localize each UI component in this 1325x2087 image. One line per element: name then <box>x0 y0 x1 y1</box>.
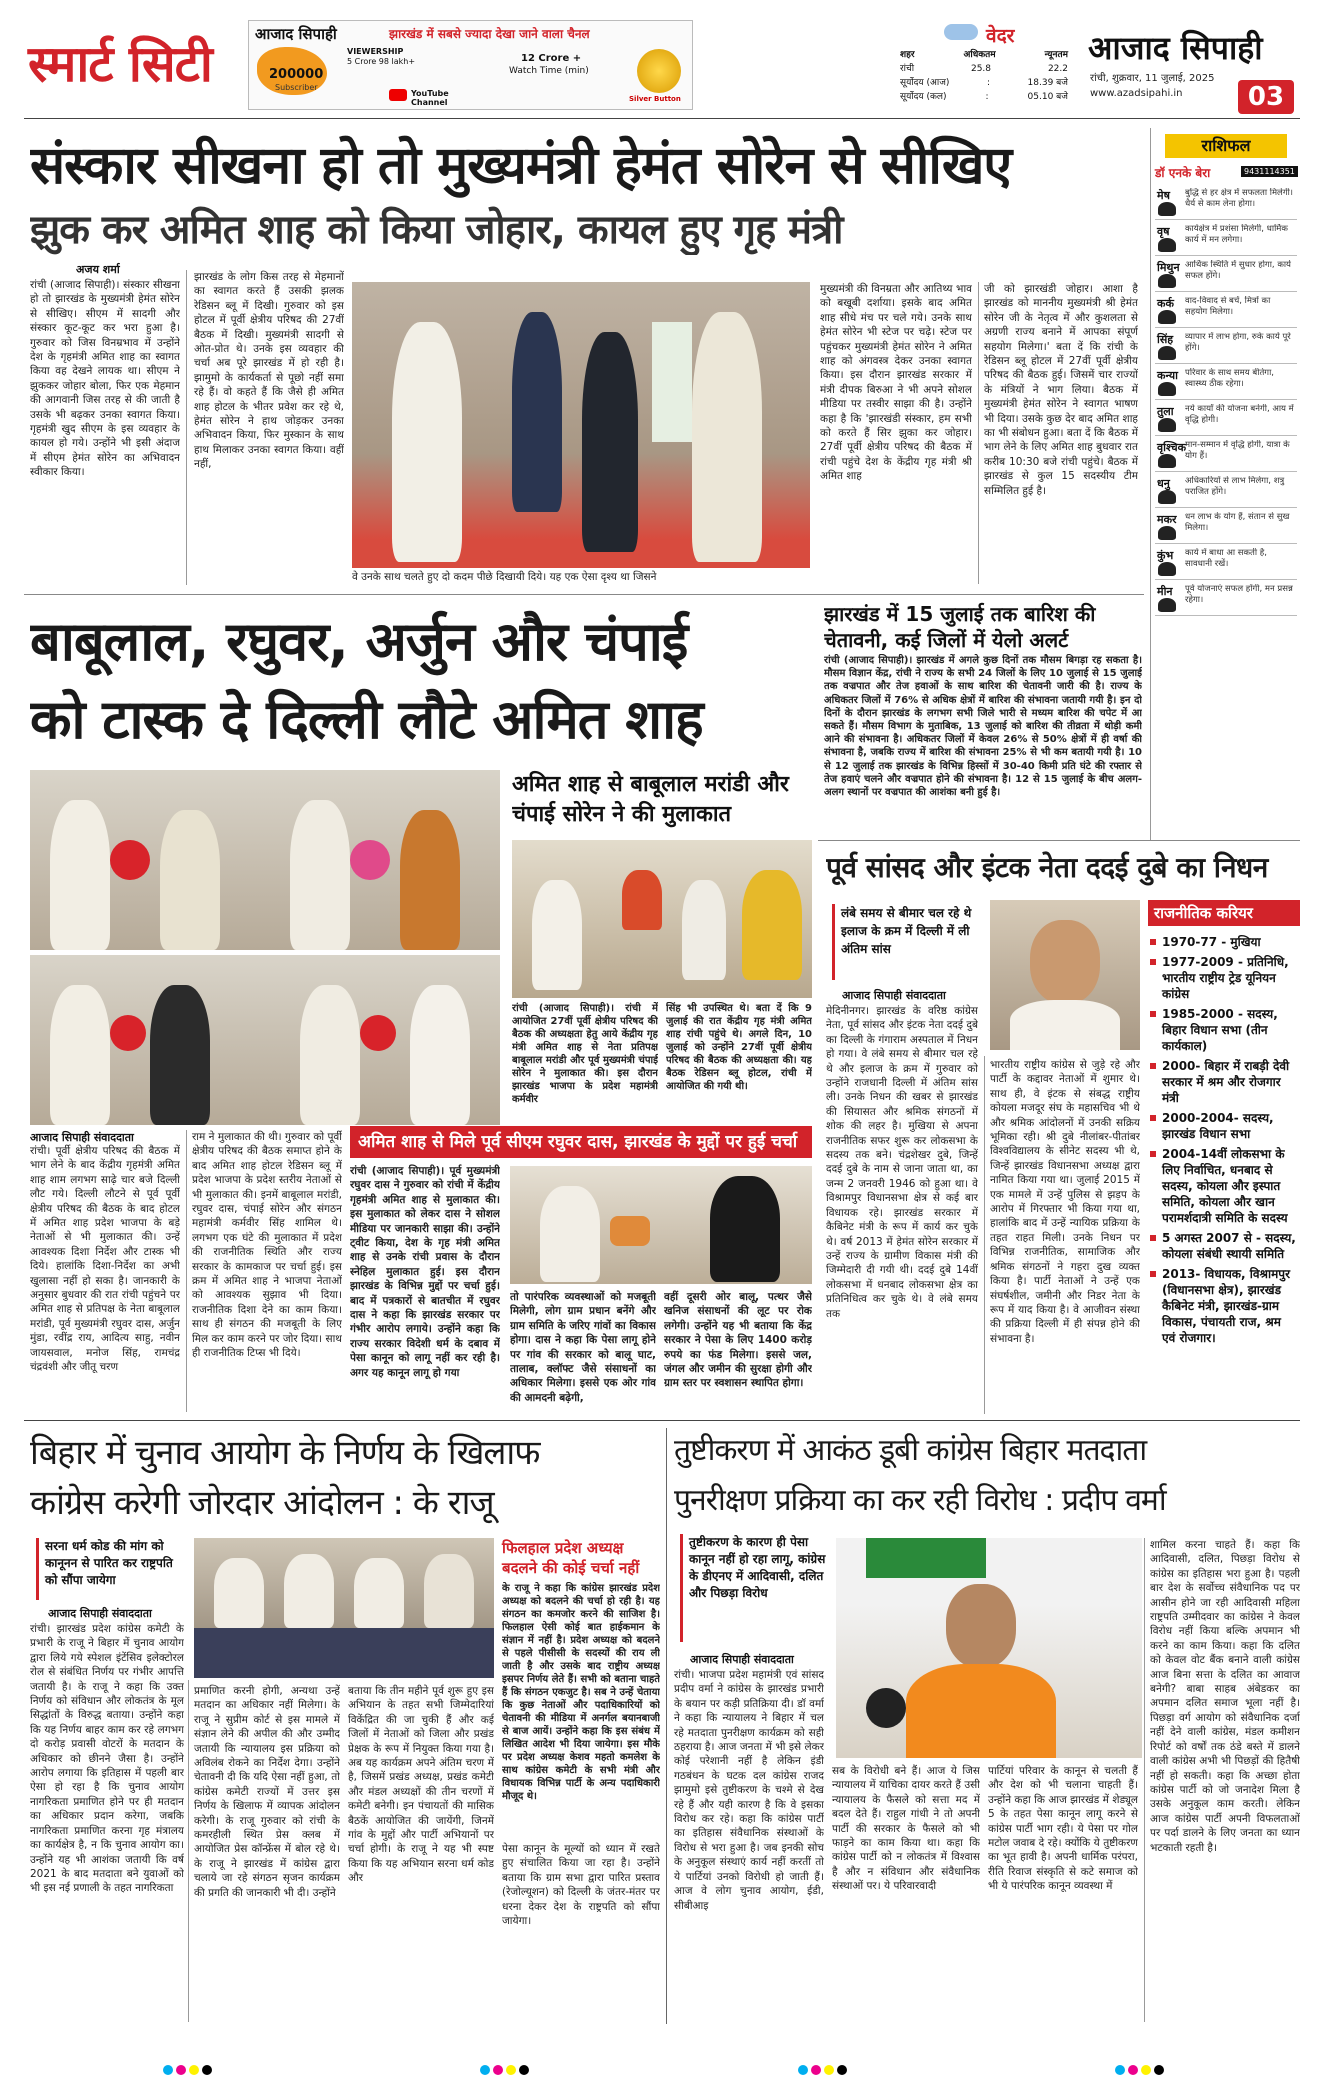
story5-col1: मेदिनीनगर। झारखंड के वरिष्ठ कांग्रेस नेता, पूर्व सांसद और इंटक नेता ददई दुबे का दिल्ली के गंगाराम अस्पताल में निधन हो गया। वे लंबे समय से बीमार चल रहे थे और इलाज के क्रम में गुरुवार को उन्होंने राजधानी दिल्ली में अंतिम सांस ली। उनके निधन की खबर से झारखंड की सियासत और श्रमिक संगठनों में शोक की लहर है। मुखिया से अपना राजनीतिक सफर शुरू कर लोकसभा के सदस्य तक बने। चंद्रशेखर दुबे, जिन्हें ददई दुबे के नाम से जाना जाता था, का जन्म 2 जनवरी 1946 को हुआ था। वे विश्रामपुर विधानसभा क्षेत्र से कई बार विधायक रहे। झारखंड सरकार में कैबिनेट मंत्री के रूप में कार्य कर चुके थे। वर्ष 2013 में हेमंत सोरेन सरकार में उन्हें राज्य के ग्रामीण विकास मंत्री की जिम्मेदारी दी गयी थी। ददई दुबे 14वीं लोकसभा में धनबाद लोकसभा क्षेत्र का प्रतिनिधित्व कर चुके थे। वे लंबे समय तक <box>826 1005 978 1320</box>
person-figure <box>692 312 762 562</box>
story7-col4: शामिल करना चाहते हैं। कहा कि आदिवासी, दलित, पिछड़ा विरोध से कांग्रेस का इतिहास भरा हुआ है। पहली बार देश के सर्वोच्च संवैधानिक पद पर आसीन होने जा रही आदिवासी महिला राष्ट्रपति उम्मीदवार का कांग्रेस ने केवल विरोध नहीं किया बल्कि अपमान भी करने का काम किया। कहा कि दलित को केवल वोट बैंक बनाने वाली कांग्रेस आज बिना सत्ता के दलित का आवाज बनेगी? बाबा साहब अंबेडकर का अपमान दलित समाज भूला नहीं है। पिछड़ा वर्ग आयोग को संवैधानिक दर्जा नहीं देने वाली कांग्रेस, मंडल कमीशन रिपोर्ट को वर्षों तक ठंडे बस्ते में डालने वाली कांग्रेस अभी भी पिछड़ों की हितैषी नहीं हो सकती। कहा कि अच्छा होता कांग्रेस पार्टी को जो जनादेश मिला है उसके अनुकूल काम करती। लेकिन आज कांग्रेस पार्टी अपनी विफलताओं पर पर्दा डालने के लिए जनता का ध्यान भटकाती रहती है। <box>1150 1539 1300 1854</box>
bouquet <box>360 1015 396 1051</box>
person-figure <box>512 312 562 512</box>
story3-photo <box>510 1166 812 1284</box>
cloud-icon <box>944 24 978 40</box>
career-item: 1970-77 - मुखिया <box>1150 934 1298 950</box>
story1-subhead: झुक कर अमित शाह को किया जोहार, कायल हुए गृह मंत्री <box>30 207 843 253</box>
story2-headline-2: को टास्क दे दिल्ली लौटे अमित शाह <box>30 688 703 751</box>
story2-byline: आजाद सिपाही संवाददाता <box>30 1131 134 1144</box>
banner <box>652 322 692 442</box>
award-icon <box>637 49 681 93</box>
weather-cell: सूर्योदय (आज) <box>900 78 950 88</box>
story1-col1: रांची (आजाद सिपाही)। संस्कार सीखना हो तो झारखंड के मुख्यमंत्री हेमंत सोरेन से सीखिए। सीएम में सादगी और संस्कार कूट-कूट कर भरा हुआ है। गुरुवार को जिस विनम्रभाव में उन्होंने देश के गृहमंत्री अमित शाह का स्वागत किया वह देखने लायक था। सीएम ने झुककर जोहार बोला, फिर एक मेहमान की आगवानी जिस तरह से की जाती है उसके भी बढ़कर उनका स्वागत किया। गृहमंत्री खुद सीएम के इस व्यवहार के कायल हो गये। उन्होंने भी इसी अंदाज में सीएम हेमंत सोरेन का अभिवादन स्वीकार किया। <box>30 279 180 479</box>
career-box <box>1148 900 1300 1414</box>
person-figure <box>424 1554 474 1628</box>
story2-col2: राम ने मुलाकात की थी। गुरुवार को पूर्वी क्षेत्रीय परिषद की बैठक समाप्त होने के बाद अमित शाह होटल रेडिसन ब्लू में प्रदेश भाजपा के प्रदेश स्तरीय नेताओं से भी मुलाकात की। इनमें बाबूलाल मरांडी, रघुवर दास, चंपाई सोरेन और संगठन महामंत्री कर्मवीर सिंह शामिल थे। लगभग एक घंटे की मुलाकात में प्रदेश की राजनीतिक स्थिति और राज्य सरकार के कामकाज पर चर्चा हुई। इस क्रम में अमित शाह ने भाजपा नेताओं को आवश्यक सुझाव भी दिया। राजनीतिक दिशा देने का काम किया। साथ ही संगठन की मजबूती के लिए मिल कर काम करने पर जोर दिया। साथ ही राजनीतिक टिप्स भी दिये। <box>192 1131 342 1360</box>
person-figure <box>622 870 662 930</box>
rashi-row: धनु अधिकारियों से लाभ मिलेगा, शत्रु पराजित होंगे। <box>1155 474 1297 508</box>
weather-col-city: शहर <box>900 50 915 60</box>
person-figure <box>160 810 220 950</box>
bouquet <box>350 840 390 880</box>
person-figure <box>354 1558 404 1628</box>
weather-table <box>900 48 1068 104</box>
story7-col3: पार्टियां परिवार के कानून से चलती हैं और देश को भी चलाना चाहती हैं। उन्होंने कहा कि आज झारखंड में शेड्यूल 5 के तहत पेसा कानून लागू करने से कांग्रेस पार्टी भाग रही। ये पेसा पर गोल मटोल जवाब दे रहे। क्योंकि ये तुष्टीकरण का भूत हावी है। अपनी धार्मिक परंपरा, रीति रिवाज संस्कृति से कटे समाज को भी ये पारंपरिक कानून व्यवस्था में <box>988 1765 1138 1893</box>
story5-headline: पूर्व सांसद और इंटक नेता ददई दुबे का निधन <box>826 851 1268 884</box>
zodiac-icon <box>1158 598 1176 612</box>
person-figure <box>742 870 802 980</box>
weather-col-min: न्यूनतम <box>1044 50 1068 60</box>
zodiac-icon <box>1158 346 1176 360</box>
section-title: स्मार्ट सिटी <box>28 35 212 93</box>
rashi-row: मीन पूर्व योजनाएं सफल होंगी, मन प्रसन्न रहेगा। <box>1155 582 1297 616</box>
story6-col3: बताया कि तीन महीने पूर्व शुरू हुए इस अभियान के तहत सभी जिम्मेदारियां विकेंद्रित की जा चुकी हैं और कई जिलों में नेताओं को जिला और प्रखंड प्रेक्षक के रूप में नियुक्त किया गया है। अब यह कार्यक्रम अपने अंतिम चरण में है, जिसमें प्रखंड अध्यक्ष, प्रखंड कमेटी और मंडल अध्यक्षों की तीन चरणों में कमेटी बनेगी। इन पंचायतों की मासिक बैठकें आयोजित की जायेंगी, जिनमें गांव के मुद्दों और पार्टी अभियानों पर चर्चा होगी। के राजू ने यह भी स्पष्ट किया कि यह अभियान सरना धर्म कोड और <box>348 1685 494 1885</box>
rashifal-title: राशिफल <box>1165 134 1287 158</box>
story2-photo-2 <box>30 955 500 1125</box>
zodiac-icon <box>1158 454 1176 468</box>
ad-youtube: YouTube Channel <box>411 89 449 107</box>
face <box>1030 920 1100 1004</box>
story7-col2: सब के विरोधी बने हैं। आज ये जिस न्यायालय में याचिका दायर करते हैं उसी न्यायालय के फैसले को सत्ता मद में बदल देते हैं। राहुल गांधी ने तो अपनी पार्टी की सरकार के फैसले को भी फाड़ने का काम किया था। कहा कि कांग्रेस पार्टी को न लोकतंत्र में विश्वास है और न संविधान और संवैधानिक संस्थाओं पर। ये परिवारवादी <box>832 1765 980 1893</box>
story3-col3: वहीं दूसरी ओर बालू, पत्थर जैसे खनिज संसाधनों की लूट पर रोक लगेगी। उन्होंने यह भी बताया कि केंद्र सरकार ने पेसा के लिए 1400 करोड़ रुपये का फंड मिलेगा। इससे जल, जंगल और जमीन की सुरक्षा होगी और ग्राम स्तर पर स्वशासन स्थापित होगा। <box>664 1291 812 1390</box>
career-list <box>1150 934 1298 1350</box>
story1-photo <box>352 282 810 568</box>
career-item: 2004-14वीं लोकसभा के लिए निर्वाचित, धनबाद से सदस्य, कोयला और इस्पात समिति, कोयला और खान परामर्शदात्री समिति के सदस्य <box>1150 1146 1298 1226</box>
ad-watch-label: Watch Time (min) <box>509 66 589 76</box>
cushion <box>610 1216 650 1246</box>
person-figure <box>392 322 462 562</box>
weather-col-max: अधिकतम <box>963 50 996 60</box>
story4-headline-1: झारखंड में 15 जुलाई तक बारिश की <box>824 602 1096 626</box>
divider <box>24 118 1300 119</box>
rashi-row: तुला नये कार्यों की योजना बनेगी, आय में वृद्धि होगी। <box>1155 402 1297 436</box>
person-figure <box>410 985 470 1125</box>
ad-subscribers-label: Subscriber <box>275 83 318 92</box>
story2-caption-right: सिंह भी उपस्थित थे। बता दें कि 9 जुलाई की रात केंद्रीय गृह मंत्री अमित शाह रांची पहुंचे थे। अगले दिन, 10 जुलाई को उन्होंने 27वीं पूर्वी क्षेत्रीय परिषद की बैठक की अध्यक्षता की। यह बैठक रेडिसन ब्लू होटल, रांची में आयोजित की गयी थी। <box>666 1003 812 1092</box>
zodiac-icon <box>1158 382 1176 396</box>
weather-cell: 18.39 बजे <box>1027 78 1068 88</box>
story1-col4: जी को झारखंडी जोहार। आशा है झारखंड को माननीय मुख्यमंत्री श्री हेमंत सोरेन जी के नेतृत्व में और कुशलता से अग्रणी राज्य बनाने में आपका संपूर्ण सहयोग मिलेगा।' बता दें कि रांची के रेडिसन ब्लू होटल में 27वीं पूर्वी क्षेत्रीय परिषद की बैठक हुई। जिसमें चार राज्यों के मंत्रियों ने भाग लिया। बैठक में मुख्यमंत्री हेमंत सोरेन ने स्वागत भाषण भी दिया। उसके कुछ देर बाद अमित शाह का भी संबोधन हुआ। बता दें कि बैठक में भाग लेने के लिए अमित शाह बुधवार रात करीब 10:30 बजे रांची पहुंचे। बैठक में झारखंड से कुल 15 सदस्यीय टीम सम्मिलित हुई है। <box>984 283 1138 497</box>
rashi-row: मिथुन आर्थिक स्थिति में सुधार होगा, कार्य सफल होंगे। <box>1155 258 1297 292</box>
story3-col2: तो पारंपरिक व्यवस्थाओं को मजबूती मिलेगी, लोग ग्राम प्रधान बनेंगे और ग्राम समिति के जरिए गांवों का विकास होगा। दास ने कहा कि पेसा लागू होने पर गांव की सरकार को बालू घाट, तालाब, क्लॉफ्ट जैसे संसाधनों का अधिकार मिलेगा। इससे एक ओर गांव की आमदनी बढ़ेगी, <box>510 1291 656 1404</box>
microphone-icon <box>866 1688 906 1728</box>
bouquet <box>110 840 150 880</box>
weather-title: वेदर <box>986 25 1015 47</box>
person-figure <box>540 1186 600 1282</box>
story7-photo <box>836 1538 1142 1758</box>
person-figure <box>50 800 110 950</box>
person-figure <box>300 985 360 1125</box>
rashifal-author: डॉ एनके बेरा <box>1155 166 1211 180</box>
person-figure <box>400 810 460 950</box>
rashi-row: कुंभ कार्य में बाधा आ सकती है, सावधानी रखें। <box>1155 546 1297 580</box>
kurta <box>906 1664 1056 1758</box>
zodiac-icon <box>1158 490 1176 504</box>
rashi-row: कर्क वाद-विवाद से बचें, मित्रों का सहयोग मिलेगा। <box>1155 294 1297 328</box>
story6-col1: रांची। झारखंड प्रदेश कांग्रेस कमेटी के प्रभारी के राजू ने बिहार में चुनाव आयोग द्वारा लिये गये स्पेशल इंटेंसिव इलेक्टोरल रोल से संबंधित निर्णय पर गंभीर आपत्ति जतायी है। के राजू ने कहा कि उक्त निर्णय को संविधान और लोकतंत्र के मूल सिद्धांतों के विरुद्ध बताया। उन्होंने कहा कि यह निर्णय बाहर काम कर रहे लगभग दो करोड़ प्रवासी वोटरों के मतदान के अधिकार को छीनने जैसा है। उन्होंने आरोप लगाया कि इतिहास में पहली बार ऐसा हो रहा है कि चुनाव आयोग नागरिकता प्रमाणित होने पर ही मतदान का अधिकार प्रदान करेगा, जबकि नागरिकता प्रमाणित करना गृह मंत्रालय का कार्यक्षेत्र है, न कि चुनाव आयोग का। उन्होंने यह भी आशंका जतायी कि वर्ष 2021 के बाद मतदाता बने युवाओं को भी इस नई प्रणाली के तहत नागरिकता <box>30 1623 184 1895</box>
person-figure <box>214 1558 264 1628</box>
story1-byline: अजय शर्मा <box>76 263 120 276</box>
ad-watch-value: 12 Crore + <box>521 53 582 64</box>
rashi-row: मकर धन लाभ के योग हैं, संतान से सुख मिलेगा। <box>1155 510 1297 544</box>
story6-photo <box>194 1538 494 1678</box>
rashi-row: मेष बुद्धि से हर क्षेत्र में सफलता मिलेगी। धैर्य से काम लेना होगा। <box>1155 186 1297 220</box>
career-item: 1977-2009 - प्रतिनिधि, भारतीय राष्ट्रीय ट्रेड यूनियन कांग्रेस <box>1150 954 1298 1002</box>
weather-cell: 05.10 बजे <box>1027 92 1068 102</box>
rashifal-phone: 9431114351 <box>1241 166 1298 177</box>
story5-col2: भारतीय राष्ट्रीय कांग्रेस से जुड़े रहे और पार्टी के कद्दावर नेताओं में शुमार थे। साथ ही, वे इंटक से संबद्ध राष्ट्रीय कोयला मजदूर संघ के महासचिव भी थे और श्रमिक आंदोलनों में उनकी सक्रिय भूमिका रही। श्री दुबे नीलांबर-पीतांबर विश्वविद्यालय के सीनेट सदस्य भी थे, जिन्हें झारखंड विधानसभा अध्यक्ष द्वारा नामित किया गया था। जुलाई 2015 में एक मामले में उन्हें पुलिस से झड़प के आरोप में गिरफ्तार भी किया गया था, हालांकि बाद में उन्हें न्यायिक प्रक्रिया के तहत राहत मिली। उनके निधन पर विभिन्न राजनीतिक, सामाजिक और श्रमिक संगठनों ने गहरा दुख व्यक्त किया है। पार्टी नेताओं ने उन्हें एक संघर्षशील, जमीनी और निडर नेता के रूप में याद किया है। वे आजीवन संस्था की प्रक्रिया दिल्ली में ही संपन्न होने की संभावना है। <box>990 1059 1140 1345</box>
date-line: रांची, शुक्रवार, 11 जुलाई, 2025 <box>1090 73 1215 84</box>
zodiac-icon <box>1158 310 1176 324</box>
story5-portrait <box>990 900 1140 1050</box>
ad-award: Silver Button <box>629 95 681 103</box>
story6-box-title: फिलहाल प्रदेश अध्यक्ष बदलने की कोई चर्चा नहीं <box>502 1539 640 1577</box>
career-item: 2000- बिहार में राबड़ी देवी सरकार में श्रम और रोजगार मंत्री <box>1150 1058 1298 1106</box>
story6-headline-2: कांग्रेस करेगी जोरदार आंदोलन : के राजू <box>30 1483 494 1523</box>
story1-col3: मुख्यमंत्री की विनम्रता और आतिथ्य भाव को बखूबी दर्शाया। इसके बाद अमित शाह सीधे मंच पर चले गये। उनके साथ हेमंत सोरेन भी स्टेज पर चढ़े। स्टेज पर पहुंचकर मुख्यमंत्री हेमंत सोरेन ने अमित शाह को अंगवस्त्र देकर उनका स्वागत किया। इस दौरान झारखंड सरकार में मंत्री दीपक बिरुआ ने भी अपने सोशल मीडिया पर तस्वीर साझा की है। उन्होंने कहा है कि 'झारखंडी संस्कार, हम सभी को करते हैं सिर झुका कर जोहार। 27वीं पूर्वी क्षेत्रीय परिषद की बैठक में रांची पहुंचे देश के केंद्रीय गृह मंत्री श्री अमित शाह <box>820 283 972 483</box>
story7-byline: आजाद सिपाही संवाददाता <box>690 1653 794 1666</box>
person-figure <box>682 880 726 980</box>
person-figure <box>582 332 638 552</box>
ad-viewership-label: VIEWERSHIP <box>347 47 404 56</box>
weather-cell: : <box>986 78 990 88</box>
story6-box <box>502 1538 660 1838</box>
story6-box-text: के राजू ने कहा कि कांग्रेस झारखंड प्रदेश अध्यक्ष को बदलने की चर्चा हो रही है। यह संगठन का कमजोर करने की साजिश है। फिलहाल ऐसी कोई बात हाईकमान के संज्ञान में नहीं है। प्रदेश अध्यक्ष को बदलने से पहले पीसीसी के सदस्यों की राय ली जाती है और उसके बाद राष्ट्रीय अध्यक्ष इसपर निर्णय लेते हैं। सभी को बताना चाहते हैं कि संगठन एकजुट है। सब ने उन्हें चेताया कि कुछ नेताओं और पदाधिकारियों को चेतावनी की मीडिया में अनर्गल बयानबाजी से बाज आयें। उन्होंने कहा कि इस संबंध में लिखित आदेश भी दिया जायेगा। इस मौके पर प्रदेश अध्यक्ष केशव महतो कमलेश के साथ कांग्रेस कमेटी के सभी मंत्री और विधायक विभिन्न पार्टी के अन्य पदाधिकारी मौजूद थे। <box>502 1583 660 1802</box>
weather-cell: रांची <box>900 64 915 74</box>
bjp-banner <box>866 1538 986 1578</box>
story5-byline: आजाद सिपाही संवाददाता <box>842 989 946 1002</box>
career-item: 2013- विधायक, विश्रामपुर (विधानसभा क्षेत्र), झारखंड कैबिनेट मंत्री, झारखंड-ग्राम विकास, पंचायती राज, श्रम एवं रोजगार। <box>1150 1266 1298 1346</box>
weather-cell: सूर्योदय (कल) <box>900 92 947 102</box>
story1-col2: झारखंड के लोग किस तरह से मेहमानों का स्वागत करते हैं उसकी झलक रेडिसन ब्लू में दिखी। गुरुवार को इस होटल में पूर्वी क्षेत्रीय परिषद की 27वीं बैठक में दिखी। मुख्यमंत्री सादगी से ओत-प्रोत थे। उनके इस व्यवहार की चर्चा अब पूरे झारखंड में हो रही है। झामुमो के कार्यकर्ता से पूछो नहीं समा रहे हैं। वो कहते हैं कि जैसे ही अमित शाह होटल के भीतर प्रवेश कर रहे थे, हेमंत सोरेन ने हाथ जोड़कर उनका अभिवादन किया, फिर मुस्कान के साथ हाथ मिलाकर उनका स्वागत किया। वहीं नहीं, <box>194 271 344 471</box>
person-figure <box>50 985 110 1125</box>
career-item: 2000-2004- सदस्य, झारखंड विधान सभा <box>1150 1110 1298 1142</box>
rashi-row: वृष कार्यक्षेत्र में प्रशंसा मिलेगी, धार्मिक कार्य में मन लगेगा। <box>1155 222 1297 256</box>
ad-viewership-value: 5 Crore 98 lakh+ <box>347 57 416 66</box>
story7-headline-1: तुष्टीकरण में आकंठ डूबी कांग्रेस बिहार मतदाता <box>674 1433 1147 1468</box>
masthead <box>0 0 1325 118</box>
zodiac-icon <box>1158 526 1176 540</box>
ad-subscribers: 200000 <box>269 67 324 82</box>
story2-photo-1 <box>30 770 500 950</box>
rashifal-box <box>1150 128 1300 840</box>
zodiac-icon <box>1158 238 1176 252</box>
story4-headline-2: चेतावनी, कई जिलों में येलो अलर्ट <box>824 628 1069 652</box>
story1-headline: संस्कार सीखना हो तो मुख्यमंत्री हेमंत सोरेन से सीखिए <box>30 136 1012 196</box>
rashi-row: वृश्चिक मान-सम्मान में वृद्धि होगी, यात्रा के योग हैं। <box>1155 438 1297 472</box>
story6-byline: आजाद सिपाही संवाददाता <box>48 1607 152 1620</box>
website: www.azadsipahi.in <box>1090 88 1183 99</box>
person-figure <box>710 1176 780 1282</box>
story6-col2: प्रमाणित करनी होगी, अन्यथा उन्हें मतदान का अधिकार नहीं मिलेगा। के राजू ने सुप्रीम कोर्ट से इस मामले में संज्ञान लेने की अपील की और उम्मीद जतायी कि न्यायालय इस प्रक्रिया को अविलंब रोकने का निर्देश देगा। उन्होंने चेतावनी दी कि यदि ऐसा नहीं हुआ, तो कांग्रेस कमेटी राज्यों में उत्तर इस निर्णय के खिलाफ में व्यापक आंदोलन करेगी। के राजू गुरुवार को रांची के कमरहीली स्थित प्रेस क्लब में आयोजित प्रेस कॉन्फ्रेंस में बोल रहे थे। के राजू ने झारखंड में कांग्रेस द्वारा चलाये जा रहे संगठन सृजन कार्यक्रम की प्रगति की जानकारी भी दी। उन्होंने <box>194 1685 340 1899</box>
paper-name: आजाद सिपाही <box>1088 29 1263 67</box>
color-registration-marks <box>30 2060 1300 2074</box>
story7-col1: रांची। भाजपा प्रदेश महामंत्री एवं सांसद प्रदीप वर्मा ने कांग्रेस के झारखंड प्रभारी के बयान पर कड़ी प्रतिक्रिया दी। डॉ वर्मा ने कहा कि न्यायालय ने बिहार में चल रहे मतदाता पुनरीक्षण कार्यक्रम को सही ठहराया है। आज जनता में भी इसे लेकर कोई परेशानी नहीं है लेकिन इंडी गठबंधन के घटक दल कांग्रेस राजद झामुमो इसे तुष्टीकरण के चश्मे से देख रहे हैं और यही कारण है कि वे इसका विरोध कर रहे। कहा कि कांग्रेस पार्टी का इतिहास संवैधानिक संस्थाओं के विरोध से भरा हुआ है। जब इनकी सोच के अनुकूल संस्थाएं कार्य नहीं करतीं तो ये पार्टियां उनको विरोधी हो जाती हैं। आज वे लोग चुनाव आयोग, ईडी, सीबीआइ <box>674 1669 824 1912</box>
story2-headline-1: बाबूलाल, रघुवर, अर्जुन और चंपाई <box>30 610 688 673</box>
page-number: 03 <box>1238 80 1294 114</box>
story7-headline-2: पुनरीक्षण प्रक्रिया का कर रही विरोध : प्रदीप वर्मा <box>674 1483 1166 1518</box>
story6-col4: पेसा कानून के मूल्यों को ध्यान में रखते हुए संचालित किया जा रहा है। उन्होंने बताया कि ग्राम सभा द्वारा पारित प्रस्ताव (रेजोल्यूशन) को दिल्ली के जंतर-मंतर पर धरना देकर देश के राष्ट्रपति को सौंपा जायेगा। <box>502 1843 660 1928</box>
story6-kicker: सरना धर्म कोड की मांग को कानूनन से पारित कर राष्ट्रपति को सौंपा जायेगा <box>36 1538 186 1600</box>
weather-box <box>900 22 1068 110</box>
person-figure <box>532 880 582 990</box>
weather-cell: 22.2 <box>1047 64 1068 74</box>
career-title: राजनीतिक करियर <box>1148 900 1300 926</box>
bouquet <box>110 1015 146 1051</box>
rashifal-list <box>1155 186 1299 836</box>
rashi-row: सिंह व्यापार में लाभ होगा, रुके कार्य पूरे होंगे। <box>1155 330 1297 364</box>
zodiac-icon <box>1158 562 1176 576</box>
story5-kicker: लंबे समय से बीमार चल रहे थे इलाज के क्रम में दिल्ली में ली अंतिम सांस <box>832 904 982 980</box>
story4-body: रांची (आजाद सिपाही)। झारखंड में अगले कुछ दिनों तक मौसम बिगड़ा रह सकता है। मौसम विज्ञान केंद्र, रांची ने राज्य के सभी 24 जिलों के लिए 10 जुलाई से 15 जुलाई तक वज्रपात और तेज हवाओं के साथ बारिश की चेतावनी जारी की है। राज्य के अधिकतर जिलों में 76% से अधिक क्षेत्रों में बारिश की संभावना जतायी गयी है। इन दो दिनों के दौरान झारखंड के लगभग सभी जिले भारी से मध्यम बारिश की चपेट में आ सकते हैं। मौसम विभाग के मुताबिक, 13 जुलाई को बारिश की तीव्रता में थोड़ी कमी आने की संभावना है। अधिकतर जिलों में केवल 26% से 50% क्षेत्रों में ही वर्षा की संभावना है, जबकि राज्य में बारिश की संभावना 25% से भी कम बतायी गयी है। 10 से 12 जुलाई तक झारखंड के विभिन्न हिस्सों में 30-40 किमी प्रति घंटे की रफ्तार से तेज हवाएं चलने और वज्रपात होने की संभावना है। 12 से 15 जुलाई के बीच अलग-अलग स्थानों पर वज्रपात की आशंका बनी हुई है। <box>824 655 1142 799</box>
youtube-icon <box>389 89 407 101</box>
weather-cell: 25.8 <box>970 64 992 74</box>
weather-cell: : <box>985 92 989 102</box>
face <box>946 1584 1016 1668</box>
story6-headline-1: बिहार में चुनाव आयोग के निर्णय के खिलाफ <box>30 1433 540 1473</box>
story2-caption-left: रांची (आजाद सिपाही)। रांची में आयोजित 27वीं पूर्वी क्षेत्रीय परिषद की बैठक की अध्यक्षता हेतु आये केंद्रीय गृह मंत्री अमित शाह से नेता प्रतिपक्ष बाबूलाल मरांडी और पूर्व मुख्यमंत्री चंपाई सोरेन ने मुलाकात की। इस दौरान झारखंड भाजपा के प्रदेश महामंत्री कर्मवीर <box>512 1003 658 1105</box>
ad-brand: आजाद सिपाही <box>255 25 337 43</box>
career-item: 1985-2000 - सदस्य, बिहार विधान सभा (तीन कार्यकाल) <box>1150 1006 1298 1054</box>
story7-kicker: तुष्टीकरण के कारण ही पेसा कानून नहीं हो रहा लागू, कांग्रेस के डीएनए में आदिवासी, दलित और पिछड़ा विरोध <box>680 1534 830 1642</box>
ad-tagline: झारखंड में सबसे ज्यादा देखा जाने वाला चैनल <box>389 27 590 41</box>
person-figure <box>150 985 210 1125</box>
story3-headline: अमित शाह से मिले पूर्व सीएम रघुवर दास, झारखंड के मुद्दों पर हुई चर्चा <box>350 1126 812 1158</box>
career-item: 5 अगस्त 2007 से - सदस्य, कोयला संबंधी स्थायी समिति <box>1150 1230 1298 1262</box>
rashi-row: कन्या परिवार के साथ समय बीतेगा, स्वास्थ्य ठीक रहेगा। <box>1155 366 1297 400</box>
channel-ad <box>248 20 693 110</box>
story2-photo-3 <box>512 840 812 998</box>
story2-subhead: अमित शाह से बाबूलाल मरांडी और चंपाई सोरेन ने की मुलाकात <box>512 772 789 827</box>
person-figure <box>284 1554 334 1628</box>
person-figure <box>290 800 350 950</box>
shirt <box>1010 1000 1120 1050</box>
story1-photo-caption: वे उनके साथ चलते हुए दो कदम पीछे दिखायी दिये। यह एक ऐसा दृश्य था जिसने <box>352 571 657 583</box>
zodiac-icon <box>1158 202 1176 216</box>
story2-col1: रांची। पूर्वी क्षेत्रीय परिषद की बैठक में भाग लेने के बाद केंद्रीय गृहमंत्री अमित शाह शाम लगभग साढ़े चार बजे दिल्ली लौट गये। दिल्ली लौटने से पूर्व पूर्वी क्षेत्रीय परिषद की बैठक के बाद होटल में अमित शाह प्रदेश भाजपा के बड़े नेताओं से भी मुलाकात की। उन्हें आवश्यक दिशा निर्देश और टास्क भी दिये। हालांकि दिशा-निर्देश का अभी खुलासा नहीं हो सका है। जानकारी के अनुसार बुधवार की रात रांची पहुंचने पर अमित शाह से प्रतिपक्ष के नेता बाबूलाल मरांडी, पूर्व मुख्यमंत्री रघुवर दास, अर्जुन मुंडा, रवींद्र राय, आदित्य साहु, नवीन जायसवाल, मनोज सिंह, रामचंद्र चंद्रवंशी और जीतू चरण <box>30 1145 180 1374</box>
story3-col1: रांची (आजाद सिपाही)। पूर्व मुख्यमंत्री रघुवर दास ने गुरुवार को रांची में केंद्रीय गृहमंत्री अमित शाह से मुलाकात की। इस मुलाकात को लेकर दास ने सोशल मीडिया पर जानकारी साझा की। उन्होंने ट्वीट किया, देश के गृह मंत्री अमित शाह से उनके रांची प्रवास के दौरान स्नेहिल मुलाकात हुई। इस दौरान झारखंड के विभिन्न मुद्दों पर चर्चा हुई। बाद में पत्रकारों से बातचीत में रघुवर दास ने कहा कि झारखंड सरकार पर गंभीर आरोप लगाये। उन्होंने कहा कि राज्य सरकार विदेशी धर्म के दबाव में पेसा कानून को लागू नहीं कर रही है। अगर यह कानून लागू हो गया <box>350 1165 500 1379</box>
zodiac-icon <box>1158 418 1176 432</box>
table <box>194 1628 494 1678</box>
zodiac-icon <box>1158 274 1176 288</box>
